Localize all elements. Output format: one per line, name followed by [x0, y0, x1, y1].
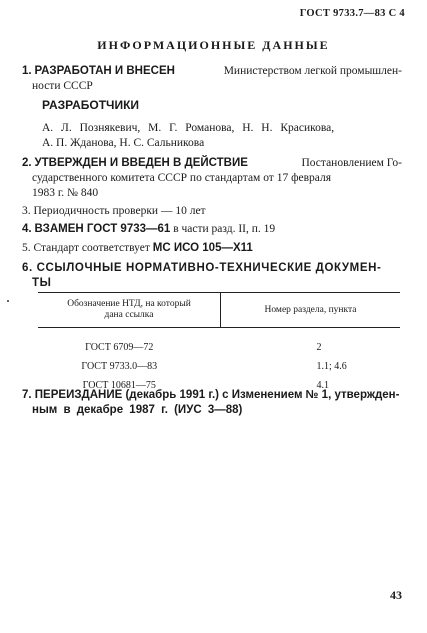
item-6-line-1: 6. ССЫЛОЧНЫЕ НОРМАТИВНО-ТЕХНИЧЕСКИЕ ДОКУМЕН- — [22, 262, 382, 274]
table-cell-doc: ГОСТ 9733.0—83 — [81, 361, 158, 372]
table-cell-ref: 1.1; 4.6 — [316, 361, 347, 372]
table-header-doc-l1: Обозначение НТД, на который — [67, 299, 191, 309]
item-1-num: 1. — [22, 65, 32, 77]
document-header: ГОСТ 9733.7—83 С 4 — [299, 8, 405, 19]
developers-heading: РАЗРАБОТЧИКИ — [42, 98, 140, 112]
table-header-doc-l2: дана ссылка — [104, 310, 154, 320]
item-2-text: Постановлением Го- — [301, 157, 402, 169]
item-4-lead: ВЗАМЕН ГОСТ 9733—61 — [34, 223, 171, 235]
developers-line-1: А. Л. Познякевич, М. Г. Романова, Н. Н. Красикова, — [42, 122, 335, 134]
item-4-num: 4. — [22, 223, 32, 235]
table-cell-doc: ГОСТ 6709—72 — [85, 342, 154, 353]
table-cell-ref: 2 — [316, 342, 322, 353]
item-5-text: 5. Стандарт соответствует — [22, 242, 150, 254]
item-1-text: Министерством легкой промышлен- — [223, 65, 402, 77]
table-row — [38, 338, 400, 357]
item-1-lead: РАЗРАБОТАН И ВНЕСЕН — [34, 65, 175, 77]
item-5-ref: МС ИСО 105—Х11 — [152, 242, 253, 254]
item-4 — [22, 222, 402, 237]
table-row — [38, 357, 400, 376]
item-7 — [22, 388, 402, 418]
table-cell-doc: ГОСТ 10681—75 — [82, 380, 156, 391]
stray-dot — [7, 300, 9, 302]
item-6 — [22, 261, 402, 291]
table-header-row — [38, 293, 400, 328]
table-cell-ref: 4.1 — [316, 380, 329, 391]
item-1-text-cont: ности СССР — [32, 80, 93, 92]
item-2-text-end: 1983 г. № 840 — [32, 187, 99, 199]
item-3: 3. Периодичность проверки — 10 лет — [22, 205, 206, 217]
page-number: 43 — [390, 588, 402, 602]
item-2-num: 2. — [22, 157, 32, 169]
table-header-doc — [38, 293, 221, 328]
item-6-line-2: ТЫ — [32, 277, 52, 289]
references-table — [38, 292, 400, 395]
item-7-line-2: ным в декабре 1987 г. (ИУС 3—88) — [32, 404, 243, 416]
item-4-text: в части разд. II, п. 19 — [173, 223, 276, 235]
item-1 — [22, 64, 402, 94]
section-title: ИНФОРМАЦИОННЫЕ ДАННЫЕ — [97, 38, 330, 52]
item-5 — [22, 241, 402, 256]
item-2-lead: УТВЕРЖДЕН И ВВЕДЕН В ДЕЙСТВИЕ — [34, 157, 248, 169]
developers-line-2: А. П. Жданова, Н. С. Сальникова — [42, 137, 205, 149]
table-header-ref: Номер раздела, пункта — [221, 293, 401, 328]
item-7-line-1: 7. ПЕРЕИЗДАНИЕ (декабрь 1991 г.) с Изменением № 1, утвержден- — [22, 389, 400, 401]
item-2-text-cont: сударственного комитета СССР по стандартам от 17 февраля — [32, 172, 332, 184]
item-2 — [22, 156, 402, 201]
